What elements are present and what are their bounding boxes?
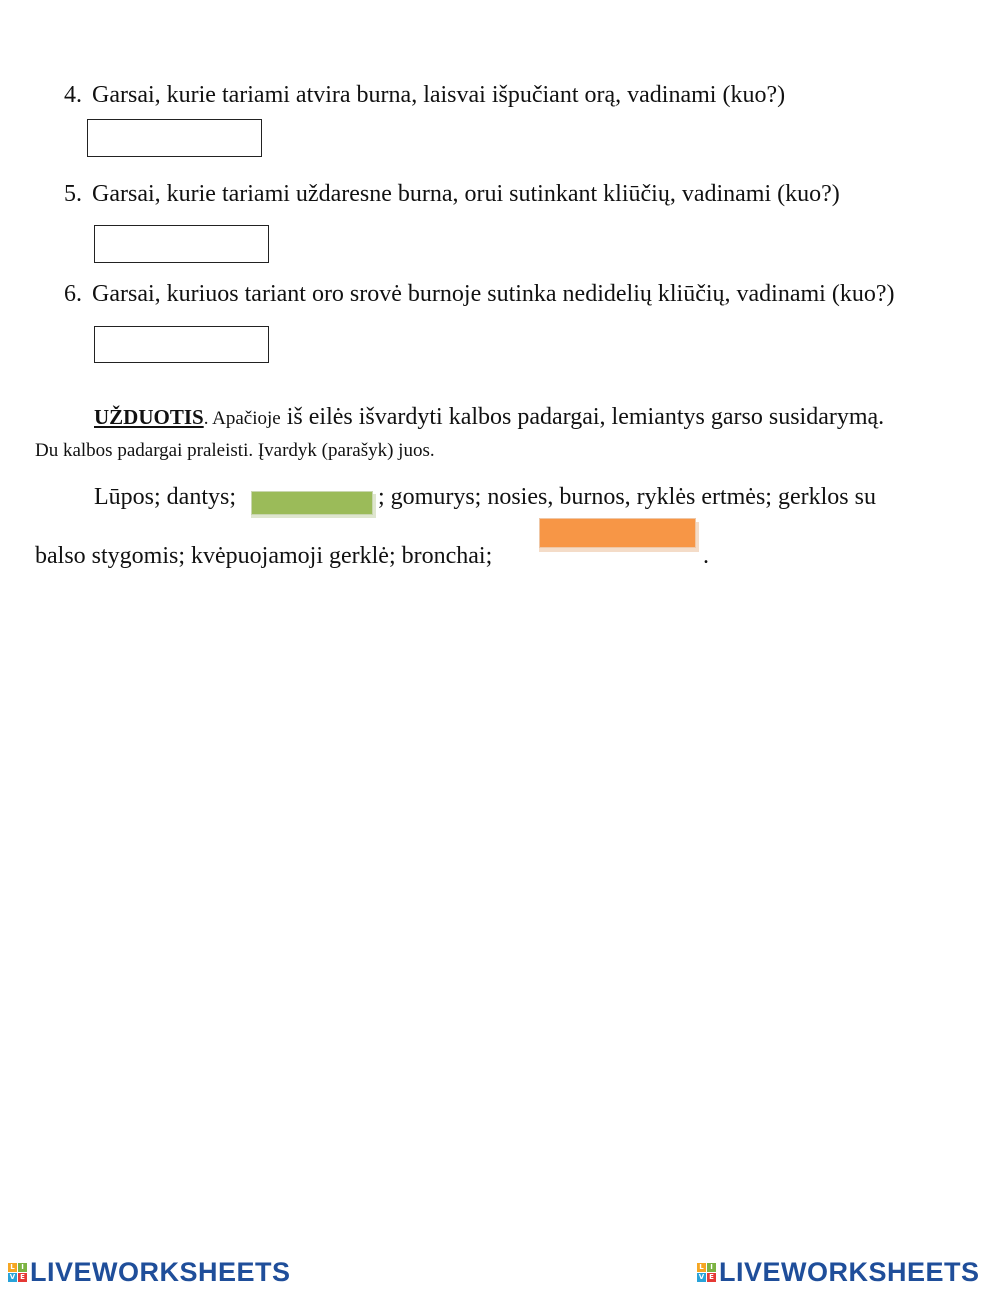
liveworksheets-logo-right [697, 1257, 980, 1287]
task-intro [94, 404, 884, 431]
task-intro-big: iš eilės išvardyti kalbos padargai, lemiantys garso susidarymą. [280, 404, 885, 430]
liveworksheets-mark-icon: L I V E [697, 1263, 716, 1282]
answer-input-4[interactable] [87, 119, 262, 157]
answer-input-6[interactable] [94, 326, 269, 363]
question-5 [64, 181, 840, 208]
organs-list-part1: Lūpos; dantys; [94, 484, 236, 510]
organs-list-end: . [703, 543, 709, 569]
logo-text: LIVEWORKSHEETS [30, 1256, 291, 1287]
task-instruction: Du kalbos padargai praleisti. Įvardyk (parašyk) juos. [35, 440, 435, 461]
task-title: UŽDUOTIS [94, 405, 204, 429]
organs-list-part3: balso stygomis; kvėpuojamoji gerklė; bronchai; [35, 543, 493, 569]
answer-input-green[interactable] [251, 491, 373, 515]
organs-list-part2: ; gomurys; nosies, burnos, ryklės ertmės; gerklos su [378, 484, 876, 510]
question-number: 5. [64, 181, 82, 207]
question-6 [64, 281, 894, 308]
question-text: Garsai, kurie tariami uždaresne burna, orui sutinkant kliūčių, vadinami (kuo?) [92, 181, 840, 207]
answer-input-orange[interactable] [539, 518, 696, 548]
answer-input-5[interactable] [94, 225, 269, 263]
question-number: 4. [64, 82, 82, 108]
liveworksheets-mark-icon: L I V E [8, 1263, 27, 1282]
task-intro-small: . Apačioje [203, 408, 281, 429]
question-text: Garsai, kurie tariami atvira burna, laisvai išpučiant orą, vadinami (kuo?) [92, 82, 786, 108]
question-text: Garsai, kuriuos tariant oro srovė burnoje sutinka nedidelių kliūčių, vadinami (kuo?) [92, 281, 895, 307]
liveworksheets-logo-left [8, 1257, 291, 1287]
question-4 [64, 82, 785, 109]
question-number: 6. [64, 281, 82, 307]
logo-text: LIVEWORKSHEETS [719, 1256, 980, 1287]
